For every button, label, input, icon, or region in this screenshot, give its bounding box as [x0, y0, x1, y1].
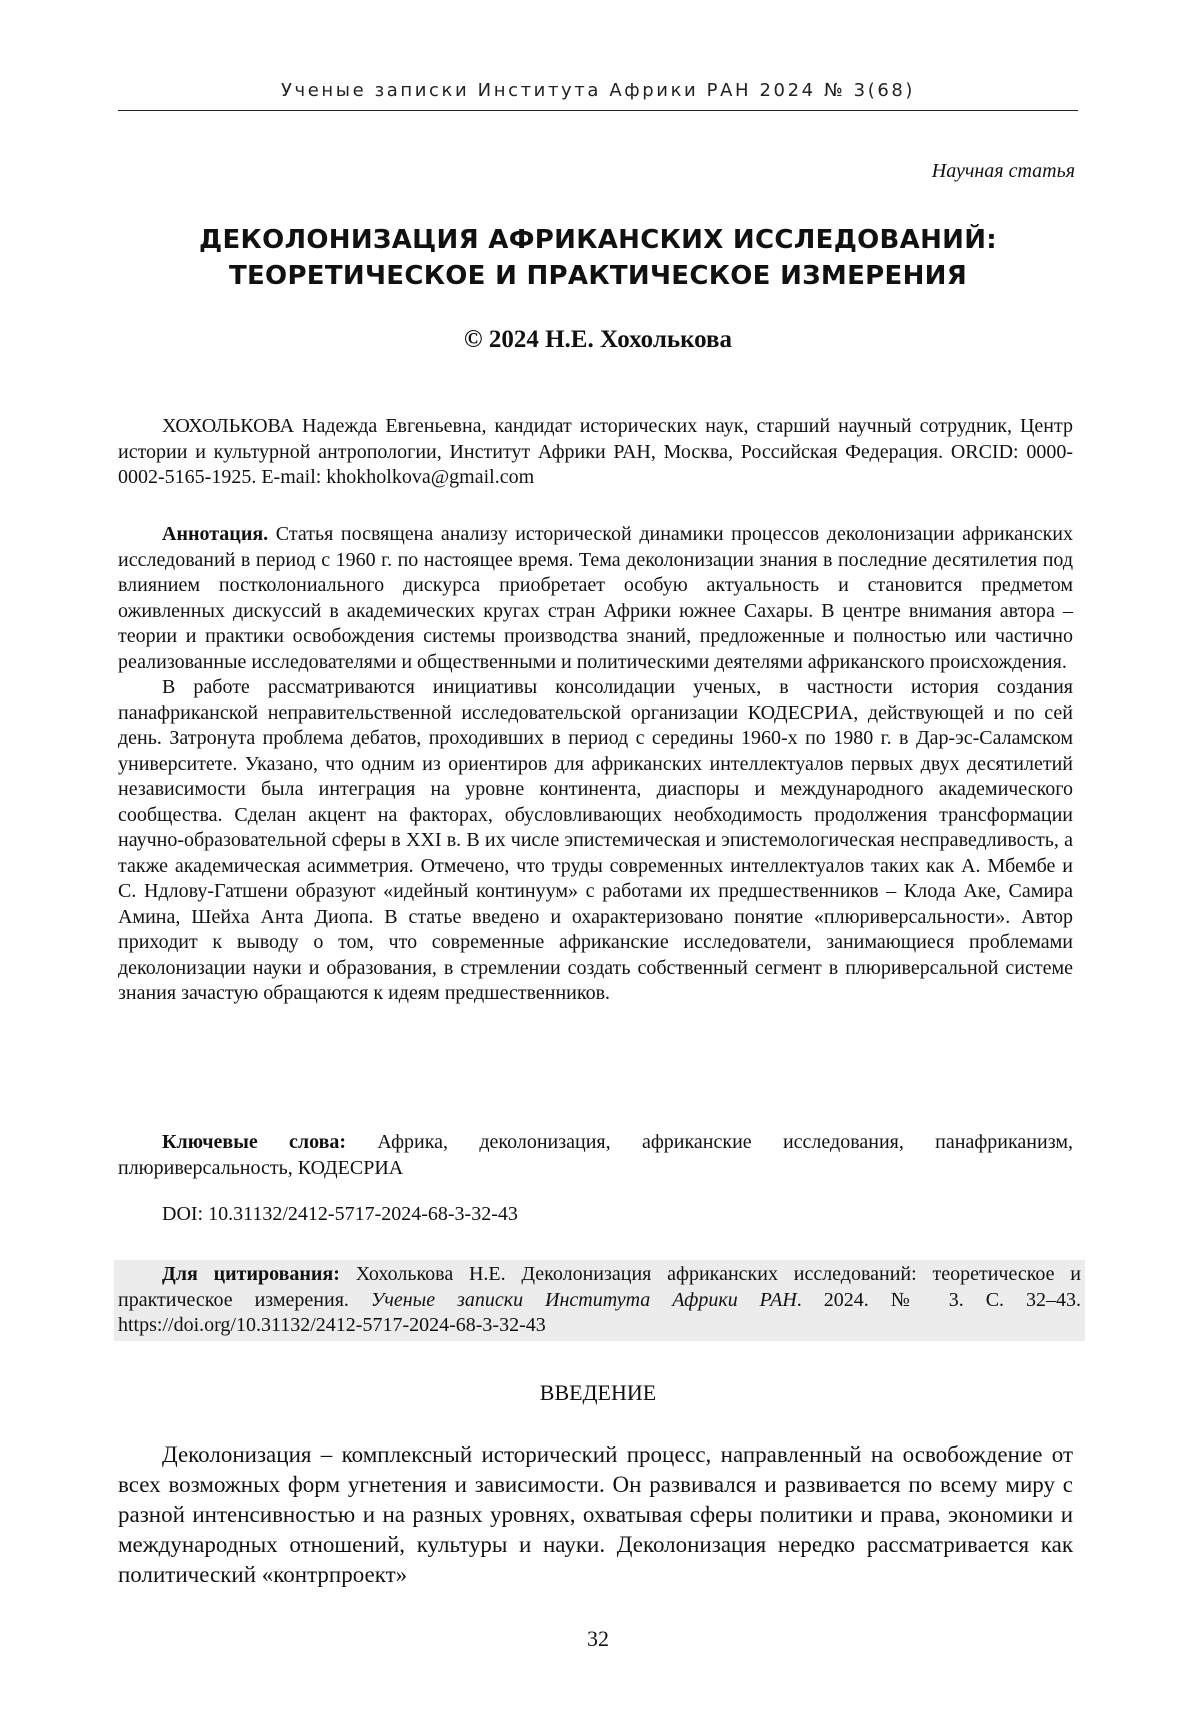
keywords-paragraph — [118, 1130, 1073, 1181]
author-info-text: ХОХОЛЬКОВА Надежда Евгеньевна, кандидат исторических наук, старший научный сотрудник, Центр истории и культурной антропологии, Институт Африки РАН, Москва, Российская Федерация. ORCID: 0000-0002-5165-1925. E-mail: khokholkova@gmail.com — [118, 415, 1073, 488]
intro-paragraph: Деколонизация – комплексный исторический процесс, направленный на освобождение от всех возможных форм угнетения и зависимости. Он развивался и развивается по всему миру с разной интенсивностью и на разных уровнях, охватывая сферы политики и права, экономики и международных отношений, культуры и науки. Деколонизация нередко рассматривается как политический «контрпроект» — [118, 1442, 1073, 1587]
abstract-paragraph-1 — [118, 522, 1073, 675]
citation-paragraph — [118, 1262, 1081, 1339]
citation-text-2: . 2024. № 3. С. 32–43. https://doi.org/10.31132/2412-5717-2024-68-3-32-43 — [118, 1288, 1081, 1336]
citation-box — [114, 1260, 1085, 1341]
article-type: Научная статья — [931, 160, 1075, 182]
citation-text-1: Хохолькова Н.Е. Деколонизация африканских исследований: теоретическое и практическое измерения. — [118, 1263, 1081, 1311]
abstract-label: Аннотация. — [162, 523, 269, 545]
journal-header: Ученые записки Института Африки РАН 2024 № 3(68) — [280, 80, 916, 101]
citation-journal: Ученые записки Института Африки РАН — [370, 1288, 797, 1311]
intro — [118, 1440, 1073, 1590]
abstract-text-1: Статья посвящена анализу исторической динамики процессов деколонизации африканских исследований в период с 1960 г. по настоящее время. Тема деколонизации знания в последние десятилетия под влиянием постколониального дискурса приобретает особую актуальность и становится предметом оживленных дискуссий в академических кругах стран Африки южнее Сахары. В центре внимания автора – теории и практики освобождения системы производства знаний, предложенные и полностью или частично реализованные исследователями и общественными и политическими деятелями африканского происхождения. — [118, 523, 1073, 673]
copyright-author: © 2024 Н.Е. Хохолькова — [463, 326, 733, 353]
title-line-2: ТЕОРЕТИЧЕСКОЕ И ПРАКТИЧЕСКОЕ ИЗМЕРЕНИЯ — [228, 261, 968, 291]
page-number: 32 — [587, 1626, 609, 1651]
section-title: ВВЕДЕНИЕ — [539, 1380, 657, 1405]
title-line-1: ДЕКОЛОНИЗАЦИЯ АФРИКАНСКИХ ИССЛЕДОВАНИЙ: — [199, 225, 997, 255]
citation-label: Для цитирования: — [162, 1263, 340, 1285]
keywords-label: Ключевые слова: — [162, 1131, 347, 1153]
author-info — [118, 414, 1073, 491]
keywords — [118, 1130, 1073, 1181]
doi-text: DOI: 10.31132/2412-5717-2024-68-3-32-43 — [162, 1203, 518, 1225]
abstract-paragraph-2: В работе рассматриваются инициативы консолидации ученых, в частности история создания панафриканской неправительственной исследовательской организации КОДЕСРИА, действующей и по сей день. Затронута проблема дебатов, проходивших в период с середины 1960-х по 1980 г. в Дар-эс-Саламском университете. Указано, что одним из ориентиров для африканских интеллектуалов первых двух десятилетий независимости была интеграция на уровне континента, диаспоры и международного академического сообщества. Сделан акцент на факторах, обусловливающих необходимость продолжения трансформации научно-образовательной сферы в XXI в. В их числе эпистемическая и эпистемологическая несправедливость, а также академическая асимметрия. Отмечено, что труды современных интеллектуалов таких как А. Мбембе и С. Ндлову-Гатшени образуют «идейный континуум» с работами их предшественников – Клода Аке, Самира Амина, Шейха Анта Диопа. В статье введено и охарактеризовано понятие «плюриверсальности». Автор приходит к выводу о том, что современные африканские исследователи, занимающиеся проблемами деколонизации науки и образования, в стремлении создать собственный сегмент в плюриверсальной системе знания зачастую обращаются к идеям предшественников. — [118, 676, 1073, 1004]
keywords-text: Африка, деколонизация, африканские исследования, панафриканизм, плюриверсальность, КОДЕСРИА — [118, 1131, 1073, 1179]
doi — [118, 1202, 1073, 1228]
abstract — [118, 522, 1073, 1007]
article-title — [118, 222, 1078, 294]
header-rule — [118, 110, 1078, 111]
